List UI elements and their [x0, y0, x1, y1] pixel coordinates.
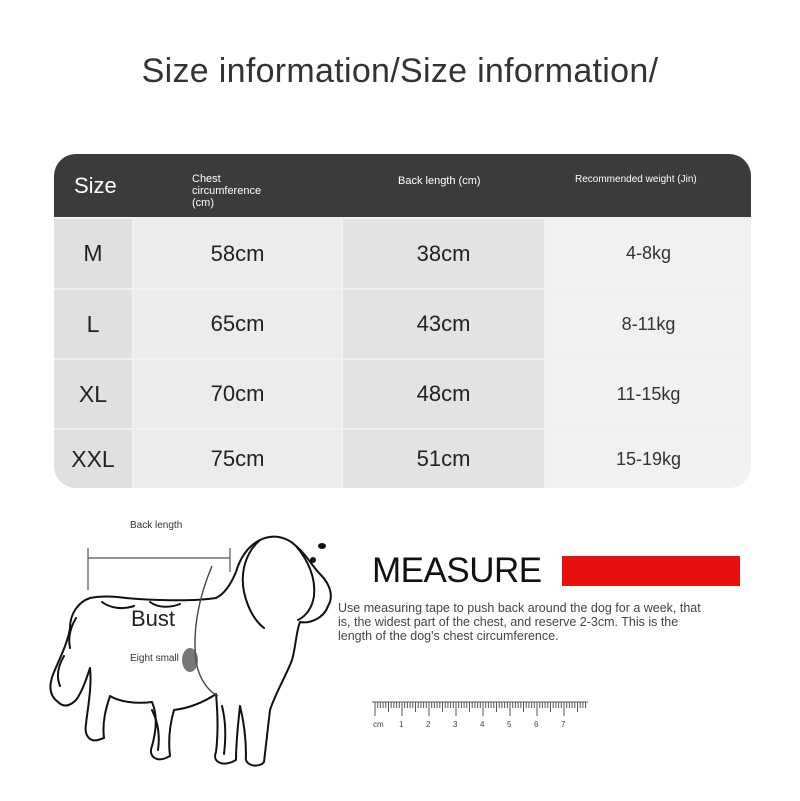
ruler-unit: cm: [373, 720, 384, 729]
weight-cell: 8-11kg: [546, 290, 751, 358]
chest-cell: 58cm: [134, 219, 341, 288]
weight-cell: 11-15kg: [546, 360, 751, 428]
chest-cell: 65cm: [134, 290, 341, 358]
ruler-number: 6: [534, 720, 539, 729]
header-chest-line-3: (cm): [192, 197, 214, 209]
table-header: [54, 154, 751, 217]
dog-measurement-diagram: [40, 510, 340, 790]
ruler-number: 3: [453, 720, 458, 729]
header-size: Size: [74, 173, 117, 198]
eight-small-label: Eight small: [130, 653, 179, 664]
weight-cell: 15-19kg: [546, 430, 751, 488]
back-cell: 48cm: [343, 360, 544, 428]
header-chest-line-1: Chest: [192, 173, 221, 185]
ruler-number: 7: [561, 720, 566, 729]
measure-description: Use measuring tape to push back around the dog for a week, that is, the widest part of the chest, and reserve 2-3cm. This is the length of the dog's chest circumference.: [338, 601, 701, 643]
back-cell: 43cm: [343, 290, 544, 358]
back-cell: 38cm: [343, 219, 544, 288]
table-row: [54, 219, 751, 288]
measure-title: MEASURE: [372, 551, 542, 590]
table-row: [54, 290, 751, 358]
ruler-number: 5: [507, 720, 512, 729]
page-title: Size information/Size information/: [141, 52, 659, 90]
table-row: [54, 430, 751, 488]
bust-measure-loop: [195, 566, 218, 696]
dog-nose: [318, 543, 326, 549]
header-weight: Recommended weight (Jin): [575, 174, 697, 185]
measure-accent-bar: [562, 556, 740, 586]
bust-tape-marker: [182, 648, 198, 672]
header-chest: [192, 173, 302, 209]
header-chest-line-2: circumference: [192, 185, 262, 197]
dog-tail-fur: [58, 618, 76, 686]
bust-label: Bust: [131, 606, 176, 631]
dog-ear-left: [243, 540, 264, 628]
dog-eye: [310, 557, 316, 563]
size-cell: L: [54, 290, 132, 358]
table-row: [54, 360, 751, 428]
back-length-label: Back length: [130, 520, 183, 531]
chest-cell: 70cm: [134, 360, 341, 428]
size-cell: M: [54, 219, 132, 288]
chest-cell: 75cm: [134, 430, 341, 488]
dog-leg-fur: [152, 706, 225, 754]
ruler-number: 2: [426, 720, 431, 729]
ruler-number: 4: [480, 720, 485, 729]
header-back-length: Back length (cm): [398, 175, 481, 187]
ruler: [370, 700, 590, 732]
size-cell: XL: [54, 360, 132, 428]
ruler-number: 1: [399, 720, 404, 729]
dog-ear-right: [296, 546, 314, 620]
weight-cell: 4-8kg: [546, 219, 751, 288]
size-chart-table: [54, 154, 751, 488]
back-cell: 51cm: [343, 430, 544, 488]
size-cell: XXL: [54, 430, 132, 488]
